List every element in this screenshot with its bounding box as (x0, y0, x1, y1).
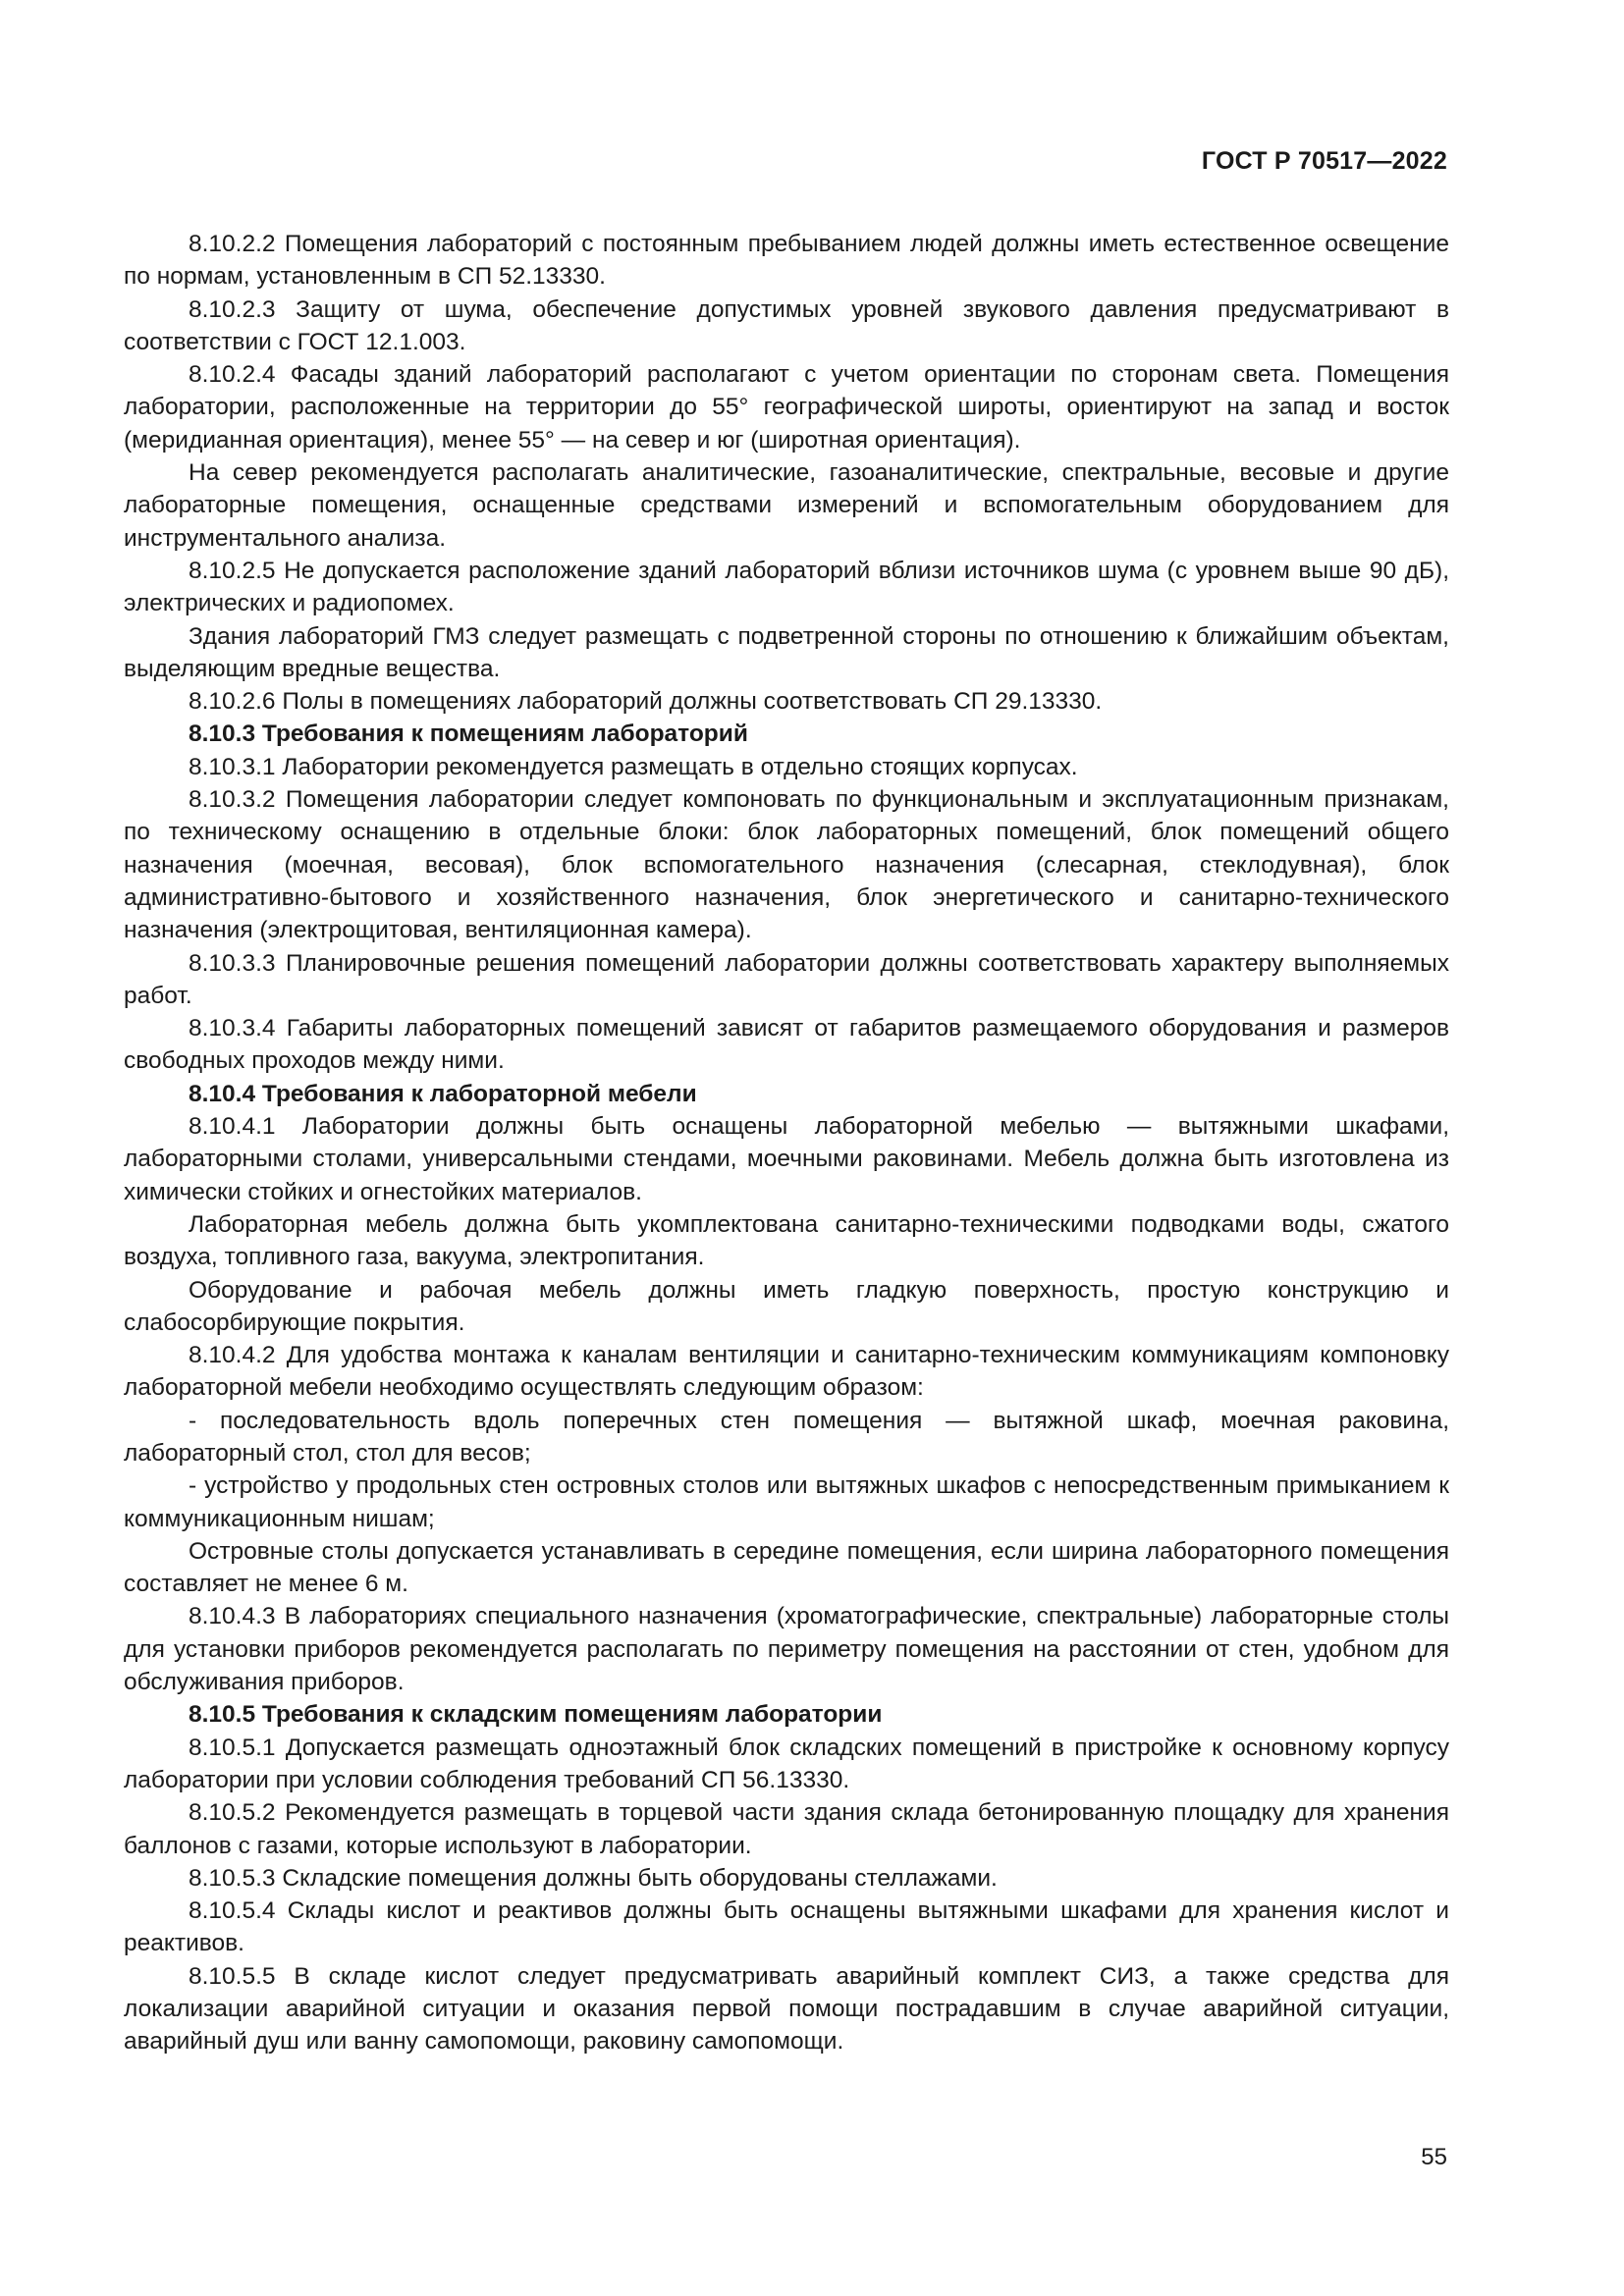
paragraph: 8.10.2.4 Фасады зданий лабораторий располагают с учетом ориентации по сторонам света. Помещения лаборатории, расположенные на территории до 55° географической широты, ориентируют на запад и восток (меридианная ориентация), менее 55° — на север и юг (широтная ориентация). (124, 361, 1449, 454)
paragraph: 8.10.3.3 Планировочные решения помещений лаборатории должны соответствовать характеру выполняемых работ. (124, 949, 1449, 1009)
paragraph: Островные столы допускается устанавливать в середине помещения, если ширина лабораторного помещения составляет не менее 6 м. (124, 1537, 1449, 1598)
document-header: ГОСТ Р 70517—2022 (1201, 147, 1447, 175)
page-number: 55 (1421, 2144, 1447, 2170)
paragraph: На север рекомендуется располагать аналитические, газоаналитические, спектральные, весовые и другие лабораторные помещения, оснащенные средствами измерений и вспомогательным оборудованием для инструментального анализа. (124, 459, 1449, 552)
paragraph: Здания лабораторий ГМЗ следует размещать с подветренной стороны по отношению к ближайшим объектам, выделяющим вредные вещества. (124, 622, 1449, 682)
paragraph: 8.10.5.5 В складе кислот следует предусматривать аварийный комплект СИЗ, а также средства для локализации аварийной ситуации и оказания первой помощи пострадавшим в случае аварийной ситуации, аварийный душ или ванну самопомощи, раковину самопомощи. (124, 1962, 1449, 2056)
paragraph: 8.10.5.2 Рекомендуется размещать в торцевой части здания склада бетонированную площадку для хранения баллонов с газами, которые используют в лаборатории. (124, 1799, 1449, 1859)
paragraph: Лабораторная мебель должна быть укомплектована санитарно-техническими подводками воды, сжатого воздуха, топливного газа, вакуума, электропитания. (124, 1210, 1449, 1271)
paragraph: 8.10.2.2 Помещения лабораторий с постоянным пребыванием людей должны иметь естественное освещение по нормам, установленным в СП 52.13330. (124, 231, 1449, 291)
paragraph: 8.10.4.2 Для удобства монтажа к каналам вентиляции и санитарно-техническим коммуникациям компоновку лабораторной мебели необходимо осуществлять следующим образом: (124, 1342, 1449, 1402)
document-body (124, 228, 1449, 2058)
paragraph: 8.10.5.1 Допускается размещать одноэтажный блок складских помещений в пристройке к основному корпусу лаборатории при условии соблюдения требований СП 56.13330. (124, 1734, 1449, 1793)
paragraph: 8.10.2.5 Не допускается расположение зданий лабораторий вблизи источников шума (с уровнем выше 90 дБ), электрических и радиопомех. (124, 557, 1449, 617)
paragraph: 8.10.5.4 Склады кислот и реактивов должны быть оснащены вытяжными шкафами для хранения кислот и реактивов. (124, 1897, 1449, 1957)
paragraph: 8.10.2.3 Защиту от шума, обеспечение допустимых уровней звукового давления предусматривают в соответствии с ГОСТ 12.1.003. (124, 295, 1449, 355)
section-heading: 8.10.4 Требования к лабораторной мебели (189, 1080, 697, 1107)
paragraph: 8.10.5.3 Складские помещения должны быть оборудованы стеллажами. (189, 1864, 998, 1892)
section-heading: 8.10.5 Требования к складским помещениям лаборатории (189, 1701, 883, 1729)
paragraph: 8.10.3.4 Габариты лабораторных помещений зависят от габаритов размещаемого оборудования и размеров свободных проходов между ними. (124, 1015, 1449, 1075)
paragraph: 8.10.3.2 Помещения лаборатории следует компоновать по функциональным и эксплуатационным признакам, по техническому оснащению в отдельные блоки: блок лабораторных помещений, блок помещений общего назначения (моечная, весовая), блок вспомогательного назначения (слесарная, стеклодувная), блок административно-бытового и хозяйственного назначения, блок энергетического и санитарно-технического назначения (электрощитовая, вентиляционная камера). (124, 786, 1449, 944)
paragraph: 8.10.4.1 Лаборатории должны быть оснащены лабораторной мебелью — вытяжными шкафами, лабораторными столами, универсальными стендами, моечными раковинами. Мебель должна быть изготовлена из химически стойких и огнестойких материалов. (124, 1113, 1449, 1205)
list-item: - последовательность вдоль поперечных стен помещения — вытяжной шкаф, моечная раковина, лабораторный стол, стол для весов; (124, 1407, 1449, 1467)
paragraph: 8.10.4.3 В лабораториях специального назначения (хроматографические, спектральные) лабораторные столы для установки приборов рекомендуется располагать по периметру помещения на расстоянии от стен, удобном для обслуживания приборов. (124, 1603, 1449, 1696)
list-item: - устройство у продольных стен островных столов или вытяжных шкафов с непосредственным примыканием к коммуникационным нишам; (124, 1472, 1449, 1532)
section-heading: 8.10.3 Требования к помещениям лабораторий (189, 721, 748, 748)
paragraph: 8.10.2.6 Полы в помещениях лабораторий должны соответствовать СП 29.13330. (189, 688, 1103, 716)
paragraph: Оборудование и рабочая мебель должны иметь гладкую поверхность, простую конструкцию и слабосорбирующие покрытия. (124, 1276, 1449, 1336)
paragraph: 8.10.3.1 Лаборатории рекомендуется размещать в отдельно стоящих корпусах. (189, 753, 1078, 780)
